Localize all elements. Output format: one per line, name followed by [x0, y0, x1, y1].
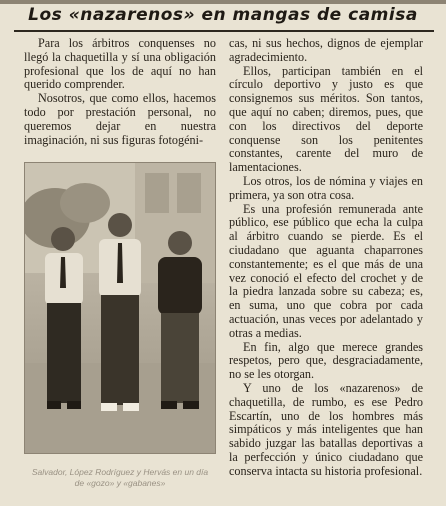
- right-paragraph-5: En fin, algo que merece grandes respetos, pero que, desgraciadamente, no se les otorgan.: [229, 339, 423, 382]
- top-border: [0, 0, 446, 4]
- right-paragraph-2: Ellos, participan también en el círculo deportivo y justo es que consignemos sus méritos. Son tantos, que aquí no caben; diremos, pues, que con los directivos del deporte conquense son los penitentes constantes, carente del muro de lamentaciones.: [229, 63, 423, 175]
- right-paragraph-4: Es una profesión remunerada ante público, ese público que echa la culpa al árbitro cuando se pierde. Es el ciudadano que aguanta chaparrones constantemente; es el que más de una vez conoció el efecto del crochet y de la piedra lanzada sobre su cabeza; es, en suma, uno que cobra por cada actuación, unas veces por adelantado y otras a medias.: [229, 201, 423, 340]
- right-paragraph-3: Los otros, los de nómina y viajes en primera, ya son otra cosa.: [229, 173, 423, 202]
- headline: Los «nazarenos» en mangas de camisa: [28, 5, 418, 25]
- left-column: [24, 37, 216, 147]
- left-paragraph-1: Para los árbitros conquenses no llegó la chaquetilla y sí una obligación profesional que los de aquí no han querido comprender.: [24, 36, 216, 92]
- photo: [24, 162, 216, 454]
- headline-rule: [14, 30, 434, 32]
- left-paragraph-2: Nosotros, que como ellos, hacemos todo por prestación personal, no queremos dejar en nuestra imaginación, ni sus figuras fotogéni-: [24, 91, 216, 147]
- right-column: [229, 37, 423, 479]
- photo-illustration: [25, 163, 215, 453]
- photo-caption: Salvador, López Rodríguez y Hervás en un día de «gozo» y «gabanes»: [31, 467, 209, 488]
- right-paragraph-6: Y uno de los «nazarenos» de chaquetilla, de rumbo, es ese Pedro Escartín, uno de los hombres más simpáticos y más inteligentes que han sabido juzgar las batallas deportivas a la perfección y único ciudadano que conserva intacta su historia profesional.: [229, 380, 423, 478]
- right-paragraph-1: cas, ni sus hechos, dignos de ejemplar agradecimiento.: [229, 36, 423, 64]
